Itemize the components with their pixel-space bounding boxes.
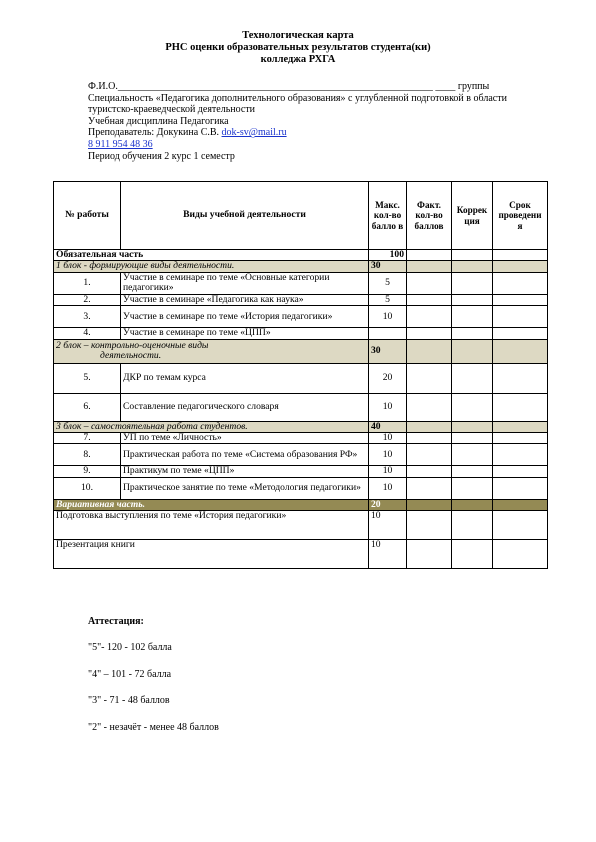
row-deadline[interactable]: [493, 294, 548, 305]
row-max-points: 10: [369, 477, 407, 499]
row-max-points: 5: [369, 294, 407, 305]
teacher-email-link[interactable]: dok-sv@mail.ru: [221, 127, 287, 139]
row-activity: УП по теме «Личность»: [121, 433, 369, 444]
table-row: [54, 466, 548, 477]
variative-part-row: [54, 499, 548, 510]
row-correction[interactable]: [452, 306, 493, 328]
header-max-points: Макс. кол-во балло в: [369, 182, 407, 250]
header-activity-type: Виды учебной деятельности: [121, 182, 369, 250]
row-actual-points[interactable]: [407, 511, 452, 540]
mandatory-part-row: [54, 250, 548, 261]
row-correction[interactable]: [452, 466, 493, 477]
attestation-grade-5: "5"- 120 - 102 балла: [88, 642, 172, 653]
row-correction[interactable]: [452, 272, 493, 294]
row-num: 1.: [54, 272, 121, 294]
specialty-line-continued: туристско-краеведческой деятельности: [88, 104, 256, 116]
row-activity: Участие в семинаре по теме «История педагогики»: [121, 306, 369, 328]
block1-row: [54, 261, 548, 272]
row-activity: ДКР по темам курса: [121, 363, 369, 393]
row-activity: Практическое занятие по теме «Методология педагогики»: [121, 477, 369, 499]
row-correction[interactable]: [452, 511, 493, 540]
table-row: [54, 328, 548, 339]
row-max-points: 10: [369, 540, 407, 569]
table-row: [54, 511, 548, 540]
row-deadline[interactable]: [493, 328, 548, 339]
document-subtitle: РНС оценки образовательных результатов студента(ки): [165, 42, 431, 53]
row-num: 5.: [54, 363, 121, 393]
row-deadline[interactable]: [493, 444, 548, 466]
row-deadline[interactable]: [493, 272, 548, 294]
row-activity: Составление педагогического словаря: [121, 393, 369, 421]
row-actual-points[interactable]: [407, 306, 452, 328]
variative-part-label: Вариативная часть.: [54, 499, 369, 510]
student-info: [88, 81, 568, 162]
phone-line: [88, 139, 568, 151]
row-deadline[interactable]: [493, 477, 548, 499]
row-correction[interactable]: [452, 433, 493, 444]
header-deadline: Срок проведени я: [493, 182, 548, 250]
header-correction: Коррек ция: [452, 182, 493, 250]
mandatory-part-points: 100: [369, 250, 407, 261]
row-actual-points[interactable]: [407, 444, 452, 466]
block1-label: 1 блок - формирующие виды деятельности.: [54, 261, 369, 272]
assessment-table: [53, 181, 548, 569]
period-line: Период обучения 2 курс 1 семестр: [88, 150, 235, 162]
attestation-grade-4: "4" – 101 - 72 балла: [88, 669, 172, 680]
row-max-points: 5: [369, 272, 407, 294]
fio-field[interactable]: _______________________________________________________________: [117, 81, 433, 92]
header-num: № работы: [54, 182, 121, 250]
row-actual-points[interactable]: [407, 328, 452, 339]
block3-points: 40: [369, 421, 407, 432]
table-row: [54, 444, 548, 466]
row-actual-points[interactable]: [407, 393, 452, 421]
row-num: 4.: [54, 328, 121, 339]
row-actual-points[interactable]: [407, 433, 452, 444]
table-row: [54, 363, 548, 393]
row-deadline[interactable]: [493, 306, 548, 328]
block1-points: 30: [369, 261, 407, 272]
table-row: [54, 540, 548, 569]
row-activity: Участие в семинаре по теме «Основные категории педагогики»: [121, 272, 369, 294]
document-title: Технологическая карта: [242, 30, 354, 41]
attestation-title: Аттестация:: [88, 616, 144, 627]
table-row: [54, 393, 548, 421]
row-activity: Подготовка выступления по теме «История педагогики»: [54, 511, 369, 540]
teacher-name: Преподаватель: Докукина С.В.: [88, 127, 220, 139]
group-label: группы: [457, 81, 490, 92]
row-max-points: 10: [369, 306, 407, 328]
row-actual-points[interactable]: [407, 466, 452, 477]
row-max-points: 10: [369, 466, 407, 477]
header-actual-points: Факт. кол-во баллов: [407, 182, 452, 250]
teacher-line: [88, 127, 568, 139]
row-correction[interactable]: [452, 328, 493, 339]
row-deadline[interactable]: [493, 540, 548, 569]
row-max-points: 10: [369, 511, 407, 540]
row-actual-points[interactable]: [407, 363, 452, 393]
block3-label: 3 блок – самостоятельная работа студентов.: [54, 421, 369, 432]
row-actual-points[interactable]: [407, 294, 452, 305]
row-correction[interactable]: [452, 540, 493, 569]
row-deadline[interactable]: [493, 511, 548, 540]
group-field[interactable]: ____: [435, 81, 456, 92]
row-deadline[interactable]: [493, 433, 548, 444]
row-activity: Участие в семинаре по теме «ЦПП»: [121, 328, 369, 339]
block2-points: 30: [369, 339, 407, 363]
row-actual-points[interactable]: [407, 477, 452, 499]
row-actual-points[interactable]: [407, 272, 452, 294]
specialty-line: Специальность «Педагогика дополнительного образования» с углубленной подготовкой в области: [88, 92, 507, 104]
row-num: 6.: [54, 393, 121, 421]
row-num: 9.: [54, 466, 121, 477]
row-num: 10.: [54, 477, 121, 499]
document-subtitle-college: колледжа РХГА: [260, 54, 336, 65]
teacher-phone-link[interactable]: 8 911 954 48 36: [88, 138, 153, 150]
mandatory-part-label: Обязательная часть: [54, 250, 369, 261]
discipline-line: Учебная дисциплина Педагогика: [88, 115, 229, 127]
row-num: 2.: [54, 294, 121, 305]
block2-row: [54, 339, 548, 363]
attestation-grade-2: "2" - незачёт - менее 48 баллов: [88, 722, 219, 733]
row-correction[interactable]: [452, 444, 493, 466]
row-max-points: 20: [369, 363, 407, 393]
table-row: [54, 306, 548, 328]
table-row: [54, 477, 548, 499]
row-correction[interactable]: [452, 393, 493, 421]
row-deadline[interactable]: [493, 393, 548, 421]
fio-line: [88, 81, 568, 93]
row-max-points: 10: [369, 433, 407, 444]
row-activity: Практикум по теме «ЦПП»: [121, 466, 369, 477]
row-activity: Практическая работа по теме «Система образования РФ»: [121, 444, 369, 466]
row-correction[interactable]: [452, 477, 493, 499]
block2-label-line1: 2 блок – контрольно-оценочные виды: [56, 339, 209, 351]
row-actual-points[interactable]: [407, 540, 452, 569]
variative-part-points: 20: [369, 499, 407, 510]
row-deadline[interactable]: [493, 363, 548, 393]
row-activity: Презентация книги: [54, 540, 369, 569]
row-correction[interactable]: [452, 294, 493, 305]
row-max-points: 10: [369, 444, 407, 466]
row-num: 7.: [54, 433, 121, 444]
block2-label: [54, 339, 369, 363]
row-max-points: [369, 328, 407, 339]
row-activity: Участие в семинаре «Педагогика как наука»: [121, 294, 369, 305]
attestation-grade-3: "3" - 71 - 48 баллов: [88, 695, 170, 706]
row-correction[interactable]: [452, 363, 493, 393]
block3-row: [54, 421, 548, 432]
table-row: [54, 272, 548, 294]
block2-label-line2: деятельности.: [100, 350, 162, 362]
table-row: [54, 433, 548, 444]
row-num: 3.: [54, 306, 121, 328]
fio-label: Ф.И.О.: [88, 81, 118, 92]
row-num: 8.: [54, 444, 121, 466]
row-deadline[interactable]: [493, 466, 548, 477]
row-max-points: 10: [369, 393, 407, 421]
table-header-row: [54, 182, 548, 250]
table-row: [54, 294, 548, 305]
